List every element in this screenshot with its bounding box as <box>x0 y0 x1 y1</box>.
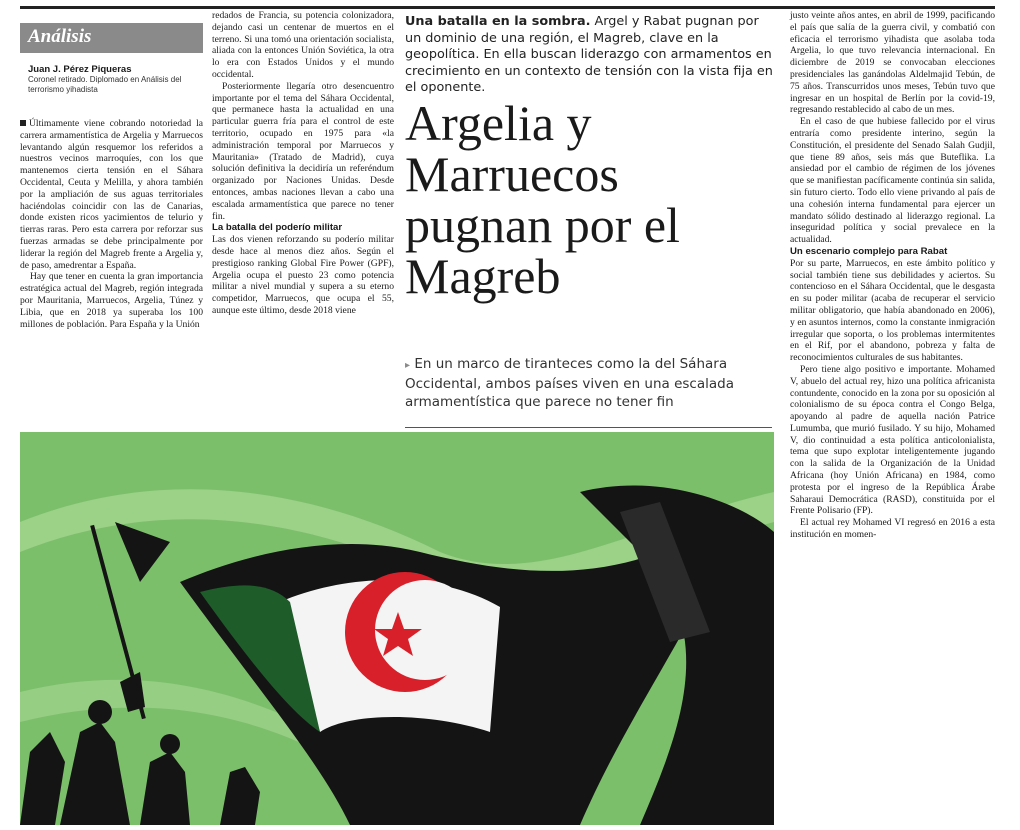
paragraph <box>20 118 203 271</box>
paragraph: Por su parte, Marruecos, en este ámbito político y social también tiene sus debilidades y aciertos. Su contencioso en el Sáhara Occidental, que le desgasta en su poder militar (acaba de recuperar el servicio militar obligatorio, que había abandonado en 2006), y en asuntos internos, como la constante inmigración irregular que soporta, o los problemas intermitentes en el Rif, por el abandono, pobreza y falta de reconocimientos culturales de sus habitantes. <box>790 257 995 364</box>
column-1 <box>20 118 203 330</box>
author-role: Coronel retirado. Diplomado en Análisis del terrorismo yihadista <box>28 75 182 94</box>
paragraph: justo veinte años antes, en abril de 1999, pacificando el país que salía de la guerra civil, y combatió con eficacia el terrorismo yihadista que asolaba toda Argelia, lo que tuvo relevancia internacional. En diciembre de 2019 se convocaban elecciones presidenciales las ganándolas Aldelmajid Tebún, de 75 años. Transcurridos unos meses, Tebún tuvo que ingresar en un hospital de Berlín por la covid-19, regresando restablecido al cabo de un mes. <box>790 10 995 116</box>
illustration-art <box>20 432 774 825</box>
deck-text: Argel y Rabat pugnan por un dominio de una región, el Magreb, clave en la geopolítica. En ella buscan liderazgo con armamentos en crecimiento en un contexto de tensión con la vista fija en el oponente. <box>405 14 773 95</box>
standfirst <box>405 355 777 411</box>
column-2 <box>212 10 394 317</box>
author-block <box>28 64 203 94</box>
paragraph: Hay que tener en cuenta la gran importancia estratégica actual del Magreb, región integrada por Mauritania, Marruecos, Argelia, Túnez y Libia, que en 2018 ya superaba los 100 millones de población. Para España y la Unión <box>20 271 203 330</box>
standfirst-text: En un marco de tiranteces como la del Sáhara Occidental, ambos países viven en una escalada armamentística que parece no tener fin <box>405 356 734 410</box>
subheading: Un escenario complejo para Rabat <box>790 245 948 257</box>
arrow-icon: ▸ <box>405 360 411 371</box>
bullet-icon <box>20 120 26 126</box>
column-4 <box>790 10 995 541</box>
section-label-text: Análisis <box>28 26 92 47</box>
paragraph-text: Últimamente viene cobrando notoriedad la carrera armamentística de Argelia y Marruecos levantando algún resquemor los referidos a nuestros vecinos marroquíes, con los que mantenemos cierta tensión en el Sáhara Occidental, Ceuta y Melilla, y ahora también por la ampliación de sus aguas territoriales haciéndolas coincidir con las de Canarias, donde existen ricos yacimientos de telurio y tierras raras. Pero esta carrera por reforzar sus fuerzas armadas se debe principalmente por liderar la región del Magreb frente a Argelia y, de paso, amedrentar a España. <box>20 118 203 271</box>
deck-lead: Una batalla en la sombra. <box>405 14 591 29</box>
paragraph: El actual rey Mohamed VI regresó en 2016 a esta institución en momen- <box>790 517 995 541</box>
section-label <box>20 23 203 53</box>
headline: Argelia y Marruecos pugnan por el Magreb <box>405 95 680 304</box>
paragraph: Pero tiene algo positivo e importante. Mohamed V, abuelo del actual rey, hizo una política africanista contundente, conocido en la zona por su oposición al colonialismo de su época contra el Congo Belga, apoyando al padre de aquella nación Patrice Lumumba, que murió fusilado. Y su hijo, Mohamed V, dio continuidad a esta política anticolonialista, tema que supo explotar inteligentemente jugando con la salida de la Organización de la Unidad Africana (hoy Unión Africana) en 1984, como protesta por el ingreso de la República Árabe Saharaui Democrática (RASD), constituida por el Frente Polisario (FP). <box>790 363 995 517</box>
illustration <box>20 432 774 825</box>
paragraph: Las dos vienen reforzando su poderío militar desde hace al menos diez años. Según el prestigioso ranking Global Fire Power (GPF), Argelia ocupa el puesto 23 como potencia militar a nivel mundial y supera a su eterno competidor, Marruecos, que ocupa el 55, aunque este último, desde 2018 viene <box>212 234 394 316</box>
divider <box>405 427 772 428</box>
deck <box>405 14 777 97</box>
top-rule <box>20 6 995 9</box>
paragraph: redados de Francia, su potencia colonizadora, dejando casi un centenar de muertos en el terreno. Si una tomó una orientación socialista, aliada con la entonces Unión Soviética, la otra lo era con Estados Unidos y el mundo occidental. <box>212 10 394 80</box>
subheading: La batalla del poderío militar <box>212 222 343 234</box>
author-name: Juan J. Pérez Piqueras <box>28 64 132 75</box>
paragraph: Posteriormente llegaría otro desencuentro importante por el tema del Sáhara Occidental, que permanece hasta la actualidad en una particular guerra fría para el control de este territorio, ocupado en 1975 para «la administración temporal por Marruecos y Mauritania» (Tratado de Madrid), cuya solución definitiva la decidiría un referéndum organizado por Naciones Unidas. Desde entonces, ambas naciones llevan a cabo una escalada armamentística que parece no tener fin. <box>212 80 394 222</box>
paragraph: En el caso de que hubiese fallecido por el virus entraría como presidente interino, según la Constitución, el presidente del Senado Salah Gudjil, que tiene 89 años, seis más que Buteflika. La ansiedad por el cambio de régimen de los jóvenes que se manifiestan pacíficamente continúa sin salida, sin futuro cierto. Todo ello viene privando al país de una cohesión interna fundamental para ejercer un mandato sólido destinado al liderazgo regional. La inseguridad política y social prevalece en la actualidad. <box>790 116 995 246</box>
